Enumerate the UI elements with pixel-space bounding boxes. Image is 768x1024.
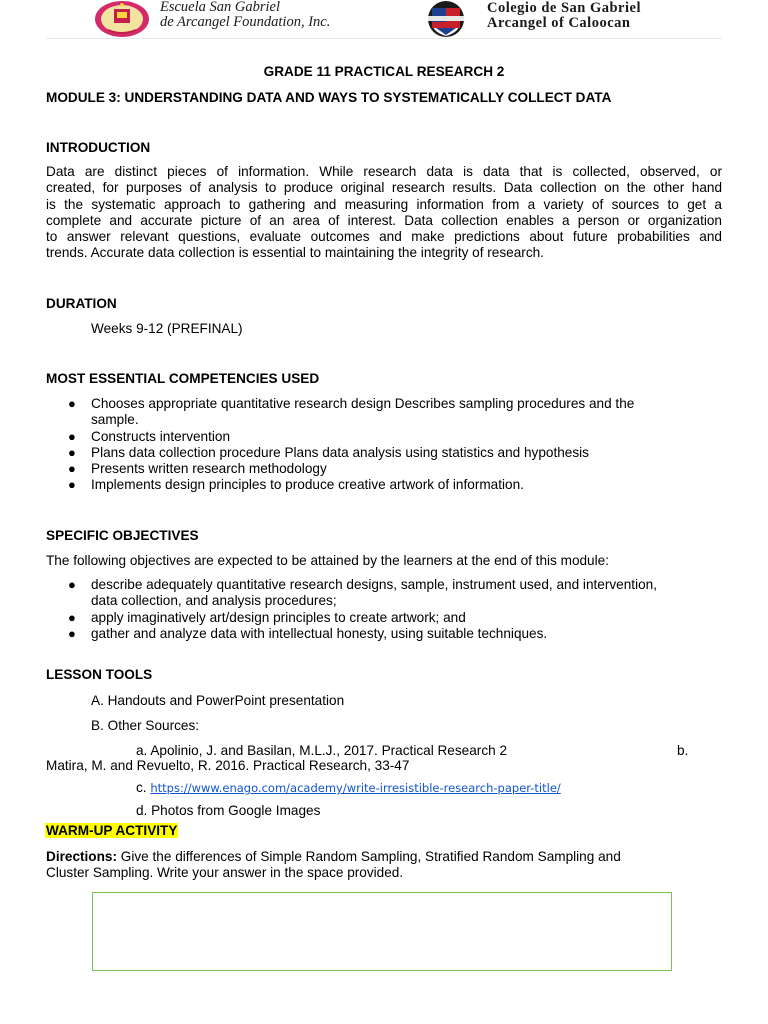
source-a: a. Apolinio, J. and Basilan, M.L.J., 2017. Practical Research 2 [136, 743, 508, 758]
module-title: MODULE 3: UNDERSTANDING DATA AND WAYS TO SYSTEMATICALLY COLLECT DATA [46, 90, 612, 105]
objectives-heading: SPECIFIC OBJECTIVES [46, 528, 199, 543]
source-d: d. Photos from Google Images [136, 803, 321, 818]
duration-value: Weeks 9-12 (PREFINAL) [91, 321, 243, 336]
list-item-continuation [46, 412, 726, 428]
list-item-text: Implements design principles to produce creative artwork of information. [91, 477, 524, 493]
bullet-icon: ● [68, 609, 76, 625]
answer-box[interactable] [92, 892, 672, 971]
list-item [46, 577, 726, 593]
right-org-line1: Colegio de San Gabriel [487, 0, 641, 16]
right-organization-name [487, 1, 641, 31]
lesson-tool-a: A. Handouts and PowerPoint presentation [91, 693, 345, 708]
duration-heading: DURATION [46, 296, 117, 311]
bullet-icon: ● [68, 461, 76, 477]
header-divider [46, 38, 722, 39]
competencies-heading: MOST ESSENTIAL COMPETENCIES USED [46, 371, 320, 386]
list-item-text: Chooses appropriate quantitative research design Describes sampling procedures and the [91, 396, 635, 411]
bullet-icon: ● [68, 444, 76, 460]
paragraph-line: to answer relevant questions, evaluate outcomes and make predictions about future probabilities and [46, 229, 722, 245]
list-item-text: gather and analyze data with intellectual honesty, using suitable techniques. [91, 625, 548, 641]
paragraph-line: trends. Accurate data collection is essential to maintaining the integrity of research. [46, 245, 544, 261]
list-item [46, 626, 726, 642]
left-org-line2: de Arcangel Foundation, Inc. [160, 14, 331, 30]
list-item-text: sample. [91, 412, 139, 428]
letterhead [0, 0, 768, 44]
bullet-icon: ● [68, 477, 76, 493]
school-crest-logo [94, 0, 150, 38]
list-item-text: data collection, and analysis procedures; [91, 593, 337, 609]
list-item-text: Constructs intervention [91, 428, 231, 444]
objectives-intro: The following objectives are expected to be attained by the learners at the end of this module: [46, 553, 609, 568]
source-b: Matira, M. and Revuelto, R. 2016. Practical Research, 33-47 [46, 758, 410, 773]
list-item-text: Presents written research methodology [91, 461, 327, 477]
warmup-heading [45, 823, 178, 838]
lesson-tool-b: B. Other Sources: [91, 718, 200, 733]
bullet-icon: ● [68, 577, 76, 592]
introduction-heading: INTRODUCTION [46, 140, 151, 155]
grade-title: GRADE 11 PRACTICAL RESEARCH 2 [263, 64, 505, 79]
bullet-icon: ● [68, 396, 76, 411]
source-c [136, 780, 561, 795]
list-item [46, 429, 726, 445]
list-item [46, 445, 726, 461]
bullet-icon: ● [68, 428, 76, 444]
competencies-list [46, 396, 726, 494]
list-item [46, 396, 726, 412]
source-c-link[interactable]: https://www.enago.com/academy/write-irresistible-research-paper-title/ [150, 781, 561, 795]
list-item-text: Plans data collection procedure Plans data analysis using statistics and hypothesis [91, 444, 589, 460]
introduction-paragraph [46, 164, 722, 262]
list-item [46, 477, 726, 493]
paragraph-line: created, for purposes of analysis to produce original research results. Data collection on the other hand [46, 180, 722, 196]
college-shield-logo [420, 0, 472, 38]
paragraph-line: Data are distinct pieces of information. While research data is data that is collected, observed, or [46, 164, 722, 179]
list-item-text: describe adequately quantitative research designs, sample, instrument used, and intervention, [91, 577, 657, 592]
source-c-label: c. [136, 780, 147, 795]
paragraph-line: complete and accurate picture of an area of interest. Data collection enables a person or organization [46, 212, 722, 228]
list-item [46, 610, 726, 626]
directions-label: Directions: [46, 849, 118, 864]
left-organization-name [160, 0, 330, 30]
list-item-text: apply imaginatively art/design principles to create artwork; and [91, 609, 466, 625]
source-b-label: b. [677, 743, 689, 758]
list-item [46, 461, 726, 477]
objectives-list [46, 577, 726, 642]
bullet-icon: ● [68, 625, 76, 641]
lesson-tools-heading: LESSON TOOLS [46, 667, 153, 682]
highlighted-heading: WARM-UP ACTIVITY [46, 823, 178, 838]
paragraph-line: is the systematic approach to gathering and measuring information from a variety of sources to get a [46, 196, 722, 212]
right-org-line2: Arcangel of Caloocan [487, 15, 631, 31]
directions-line2: Cluster Sampling. Write your answer in the space provided. [46, 865, 404, 880]
list-item-continuation [46, 593, 726, 609]
directions-line1 [46, 849, 621, 864]
directions-text: Give the differences of Simple Random Sampling, Stratified Random Sampling and [117, 849, 621, 864]
left-org-line1: Escuela San Gabriel [160, 0, 281, 15]
